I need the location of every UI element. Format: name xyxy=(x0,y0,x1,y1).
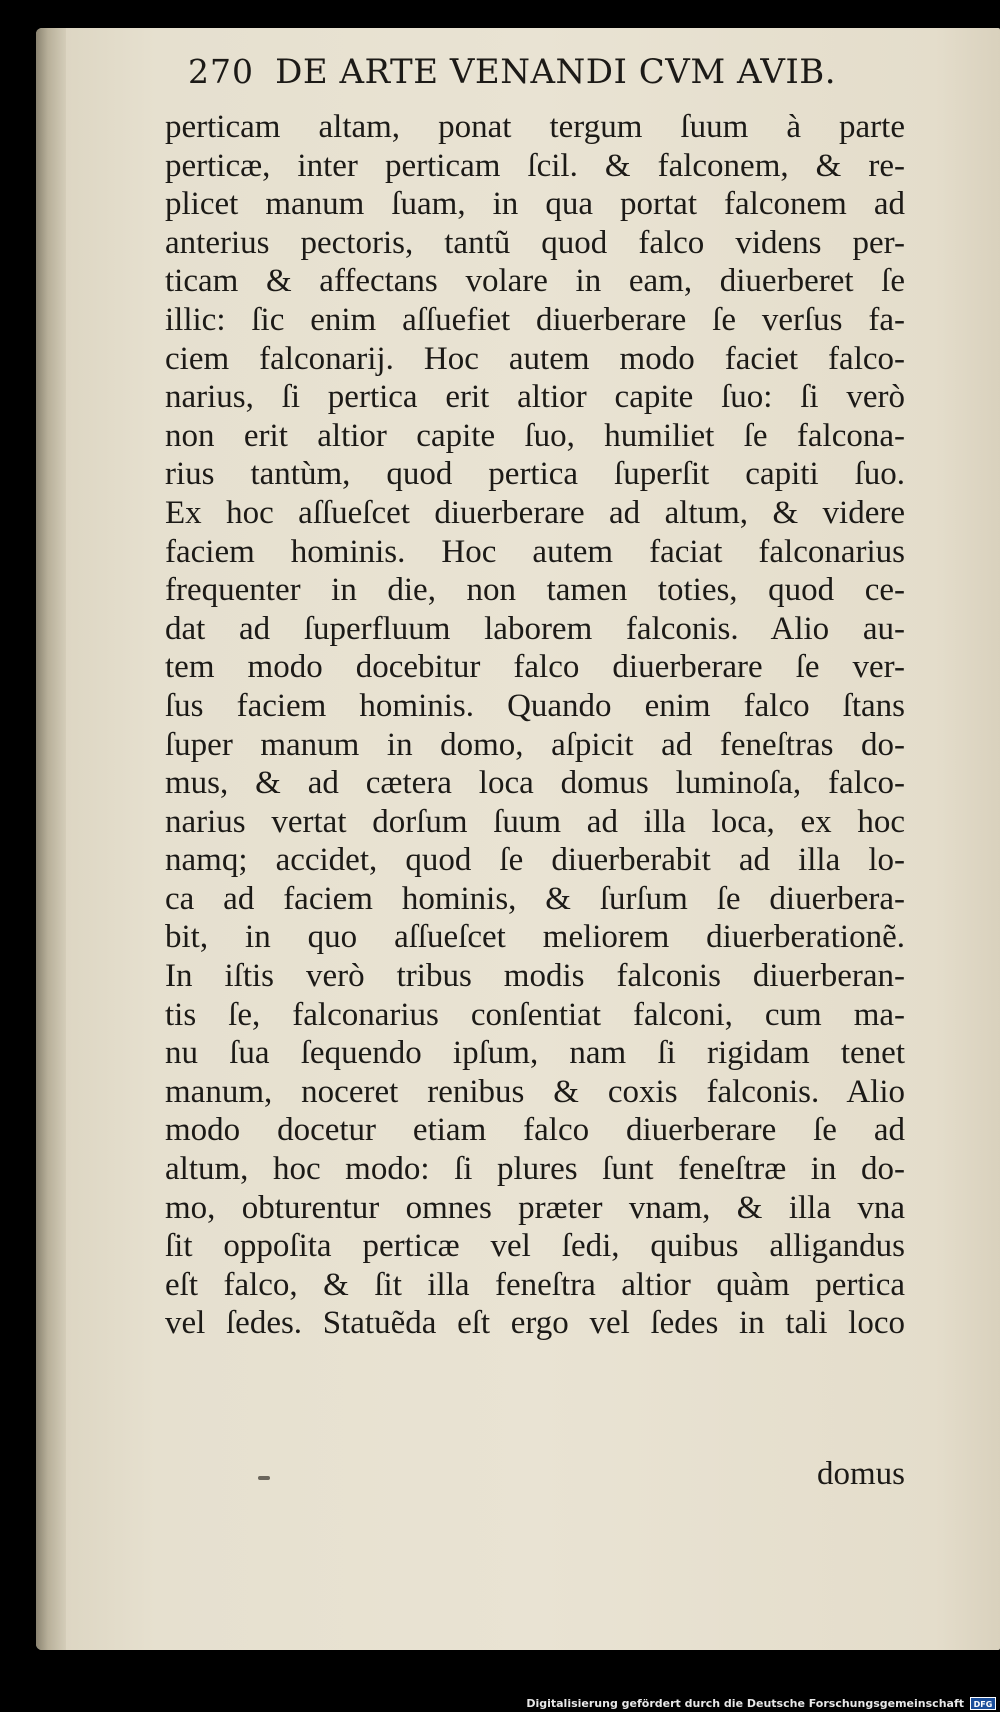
text-line: faciem hominis. Hoc autem faciat falconarius xyxy=(165,533,905,570)
catchword: domus xyxy=(816,1456,905,1492)
text-line: mus, & ad cætera loca domus luminoſa, falco- xyxy=(165,765,905,802)
page-gutter xyxy=(36,28,66,1650)
text-line: narius, ſi pertica erit altior capite ſuo: ſi verò xyxy=(165,379,905,416)
dfg-logo: DFG xyxy=(970,1697,996,1710)
text-line: tis ſe, falconarius conſentiat falconi, cum ma- xyxy=(165,996,905,1033)
text-line: mo, obturentur omnes præter vnam, & illa vna xyxy=(165,1189,905,1226)
text-line: ciem falconarij. Hoc autem modo faciet falco- xyxy=(165,340,905,377)
text-line: vel ſedes. Statuẽda eſt ergo vel ſedes in tali loco xyxy=(165,1305,905,1342)
text-line: plicet manum ſuam, in qua portat falconem ad xyxy=(165,186,905,223)
text-line: namq; accidet, quod ſe diuerberabit ad illa lo- xyxy=(165,842,905,879)
text-line: perticæ, inter perticam ſcil. & falconem, & re- xyxy=(165,147,905,184)
text-line: eſt falco, & ſit illa feneſtra altior quàm pertica xyxy=(165,1266,905,1303)
running-title: DE ARTE VENANDI CVM AVIB. xyxy=(275,52,837,92)
body-text xyxy=(165,108,905,1343)
text-line: ſuper manum in domo, aſpicit ad feneſtras do- xyxy=(165,726,905,763)
credit-text: Digitalisierung gefördert durch die Deutsche Forschungsgemeinschaft xyxy=(526,1697,964,1710)
text-line: rius tantùm, quod pertica ſuperſit capiti ſuo. xyxy=(165,456,905,493)
text-line: ca ad faciem hominis, & ſurſum ſe diuerbera- xyxy=(165,880,905,917)
text-line: ſit oppoſita perticæ vel ſedi, quibus alligandus xyxy=(165,1228,905,1265)
text-line: ticam & affectans volare in eam, diuerberet ſe xyxy=(165,263,905,300)
text-line: ſus faciem hominis. Quando enim falco ſtans xyxy=(165,687,905,724)
text-line: perticam altam, ponat tergum ſuum à parte xyxy=(165,109,905,145)
text-line: frequenter in die, non tamen toties, quod ce- xyxy=(165,572,905,609)
text-line: nu ſua ſequendo ipſum, nam ſi rigidam tenet xyxy=(165,1035,905,1072)
text-line: narius vertat dorſum ſuum ad illa loca, ex hoc xyxy=(165,803,905,840)
text-line: manum, noceret renibus & coxis falconis. Alio xyxy=(165,1073,905,1110)
running-head xyxy=(188,52,908,112)
text-line: altum, hoc modo: ſi plures ſunt feneſtræ in do- xyxy=(165,1151,905,1188)
text-line: In iſtis verò tribus modis falconis diuerberan- xyxy=(165,958,905,995)
text-line: illic: ſic enim aſſuefiet diuerberare ſe verſus fa- xyxy=(165,301,905,338)
text-line: dat ad ſuperfluum laborem falconis. Alio au- xyxy=(165,610,905,647)
text-line: tem modo docebitur falco diuerberare ſe ver- xyxy=(165,649,905,686)
text-line: non erit altior capite ſuo, humiliet ſe falcona- xyxy=(165,417,905,454)
text-line: anterius pectoris, tantũ quod falco videns per- xyxy=(165,224,905,261)
text-line: modo docetur etiam falco diuerberare ſe ad xyxy=(165,1112,905,1149)
text-line: bit, in quo aſſueſcet meliorem diuerberationẽ. xyxy=(165,919,905,956)
page-number: 270 xyxy=(188,52,254,91)
digitization-credit-bar xyxy=(0,1696,1000,1712)
text-line: Ex hoc aſſueſcet diuerberare ad altum, & videre xyxy=(165,494,905,531)
